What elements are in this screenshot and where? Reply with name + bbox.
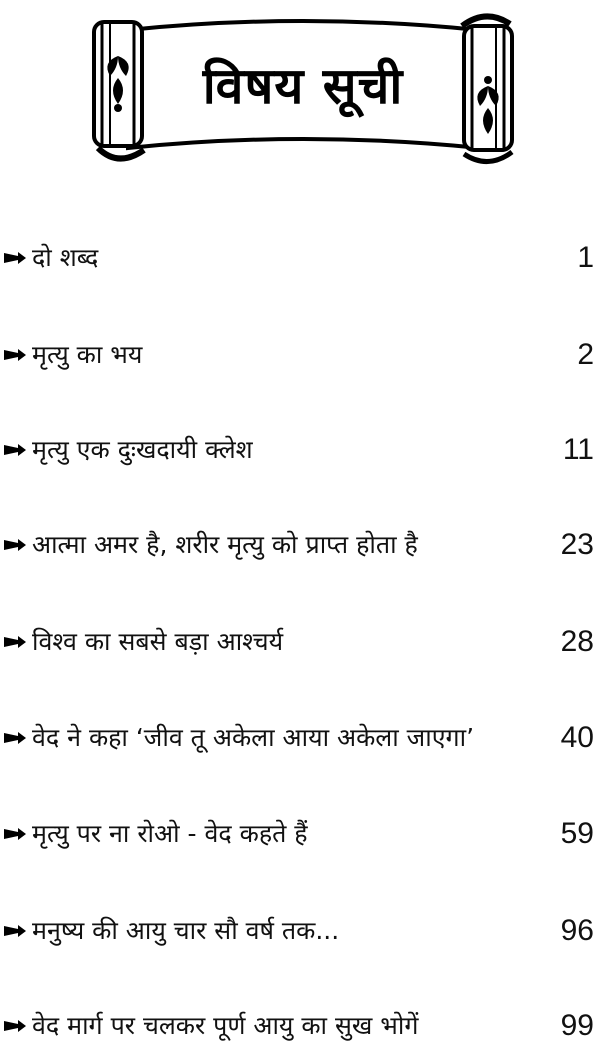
page-title: विषय सूची: [202, 57, 404, 115]
arrow-bullet-icon: [4, 537, 26, 553]
toc-entry[interactable]: [4, 909, 594, 953]
toc-entry-page-number: 1: [577, 241, 594, 274]
toc-entry-page-number: 96: [560, 914, 594, 947]
toc-entry-title: वेद ने कहा ‘जीव तू अकेला आया अकेला जाएगा’: [32, 723, 475, 752]
toc-entry[interactable]: [4, 523, 594, 567]
arrow-bullet-icon: [4, 923, 26, 939]
toc-entry-page-number: 2: [577, 338, 594, 371]
toc-entry-page-number: 59: [560, 817, 594, 850]
arrow-bullet-icon: [4, 347, 26, 363]
toc-entry-page-number: 99: [560, 1009, 594, 1042]
arrow-bullet-icon: [4, 1018, 26, 1034]
toc-entry-page-number: 28: [560, 625, 594, 658]
toc-entry-title: मृत्यु एक दुःखदायी क्लेश: [32, 435, 253, 464]
arrow-bullet-icon: [4, 730, 26, 746]
toc-entry[interactable]: [4, 812, 594, 856]
toc-entry-title: विश्व का सबसे बड़ा आश्चर्य: [32, 627, 284, 656]
toc-entry[interactable]: [4, 1004, 594, 1048]
toc-entry[interactable]: [4, 428, 594, 472]
arrow-bullet-icon: [4, 250, 26, 266]
toc-entry-title: मनुष्य की आयु चार सौ वर्ष तक...: [32, 916, 340, 945]
toc-entry-title: मृत्यु पर ना रोओ - वेद कहते हैं: [32, 819, 308, 848]
arrow-bullet-icon: [4, 826, 26, 842]
toc-entry-page-number: 11: [562, 433, 594, 466]
toc-entry-title: मृत्यु का भय: [32, 340, 143, 369]
toc-entry-title: वेद मार्ग पर चलकर पूर्ण आयु का सुख भोगें: [32, 1011, 419, 1040]
arrow-bullet-icon: [4, 442, 26, 458]
toc-entry[interactable]: [4, 716, 594, 760]
toc-entry[interactable]: [4, 620, 594, 664]
toc-entry-title: दो शब्द: [32, 243, 99, 272]
toc-entry[interactable]: [4, 333, 594, 377]
toc-entry-page-number: 40: [560, 721, 594, 754]
arrow-bullet-icon: [4, 634, 26, 650]
toc-entry[interactable]: [4, 236, 594, 280]
toc-entry-page-number: 23: [560, 528, 594, 561]
toc-entry-title: आत्मा अमर है, शरीर मृत्यु को प्राप्त होता है: [32, 530, 418, 559]
